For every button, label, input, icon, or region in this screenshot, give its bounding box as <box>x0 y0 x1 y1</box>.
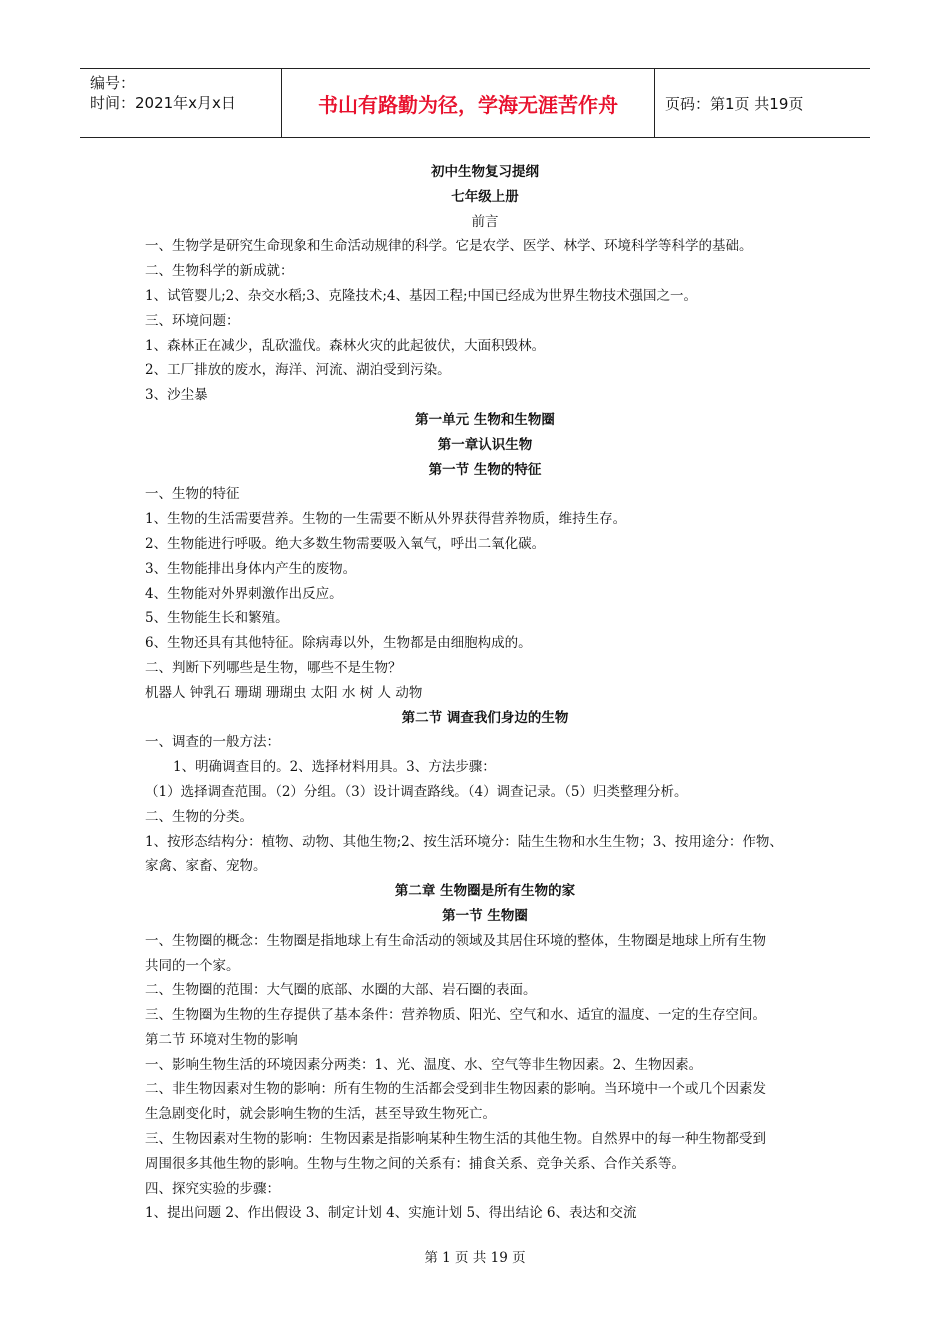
text-line: 前言 <box>471 213 499 230</box>
text-line: 1、按形态结构分：植物、动物、其他生物;2、按生活环境分：陆生生物和水生生物；3、按用途分：作物、 <box>145 833 783 850</box>
text-line: 三、生物因素对生物的影响：生物因素是指影响某种生物生活的其他生物。自然界中的每一种生物都受到 <box>145 1131 766 1148</box>
text-line: 1、明确调查目的。2、选择材料用具。3、方法步骤： <box>173 759 496 776</box>
section-heading: 第二章 生物圈是所有生物的家 <box>394 883 576 900</box>
header-page-cell <box>655 69 870 137</box>
document-body <box>145 160 825 1226</box>
text-line: 1、试管婴儿;2、杂交水稻;3、克隆技术;4、基因工程;中国已经成为世界生物技术强国之一。 <box>145 287 698 304</box>
text-line: 1、提出问题 2、作出假设 3、制定计划 4、实施计划 5、得出结论 6、表达和交流 <box>145 1205 637 1222</box>
text-line: 周围很多其他生物的影响。生物与生物之间的关系有：捕食关系、竞争关系、合作关系等。 <box>145 1155 685 1172</box>
section-heading: 第一节 生物圈 <box>442 907 528 924</box>
text-line: 1、生物的生活需要营养。生物的一生需要不断从外界获得营养物质，维持生存。 <box>145 511 627 528</box>
text-line: 三、环境问题： <box>145 312 240 329</box>
text-line: 二、生物的分类。 <box>145 808 253 825</box>
text-line: 三、生物圈为生物的生存提供了基本条件：营养物质、阳光、空气和水、适宜的温度、一定的生存空间。 <box>145 1007 766 1024</box>
text-line: 生急剧变化时，就会影响生物的生活，甚至导致生物死亡。 <box>145 1106 496 1123</box>
text-line: 一、生物学是研究生命现象和生命活动规律的科学。它是农学、医学、林学、环境科学等科学的基础。 <box>145 238 753 255</box>
text-line: 机器人 钟乳石 珊瑚 珊瑚虫 太阳 水 树 人 动物 <box>145 684 423 701</box>
header-motto-cell <box>282 69 655 137</box>
page-footer: 第 1 页 共 19 页 <box>424 1250 526 1266</box>
section-heading: 初中生物复习提纲 <box>431 164 539 180</box>
section-heading: 七年级上册 <box>451 188 519 205</box>
section-heading: 第一节 生物的特征 <box>428 461 542 478</box>
text-line: 6、生物还具有其他特征。除病毒以外，生物都是由细胞构成的。 <box>145 635 532 652</box>
text-line: 第二节 环境对生物的影响 <box>145 1031 298 1048</box>
text-line: 四、探究实验的步骤： <box>145 1180 280 1197</box>
document-number-label: 编号： <box>90 74 136 92</box>
section-heading: 第二节 调查我们身边的生物 <box>401 709 569 726</box>
document-header <box>80 68 870 138</box>
header-meta-cell <box>80 69 282 137</box>
section-heading: 第一单元 生物和生物圈 <box>415 411 555 428</box>
text-line: 家禽、家畜、宠物。 <box>145 858 267 875</box>
text-line: 一、影响生物生活的环境因素分两类：1、光、温度、水、空气等非生物因素。2、生物因素。 <box>145 1056 703 1073</box>
motto-text: 书山有路勤为径，学海无涯苦作舟 <box>318 92 618 117</box>
text-line: 3、生物能排出身体内产生的废物。 <box>145 560 357 577</box>
page-info: 页码：第1页 共19页 <box>665 94 804 113</box>
text-line: 2、工厂排放的废水，海洋、河流、湖泊受到污染。 <box>145 362 451 379</box>
text-line: 5、生物能生长和繁殖。 <box>145 610 289 627</box>
text-line: 一、调查的一般方法： <box>145 734 280 751</box>
text-line: 共同的一个家。 <box>145 957 240 974</box>
text-line: 3、沙尘暴 <box>145 387 208 404</box>
text-line: 二、生物圈的范围：大气圈的底部、水圈的大部、岩石圈的表面。 <box>145 982 537 999</box>
text-line: 4、生物能对外界刺激作出反应。 <box>145 585 343 602</box>
text-line: 1、森林正在减少，乱砍滥伐。森林火灾的此起彼伏，大面积毁林。 <box>145 337 546 354</box>
text-line: 2、生物能进行呼吸。绝大多数生物需要吸入氧气，呼出二氧化碳。 <box>145 535 546 552</box>
text-line: 二、非生物因素对生物的影响：所有生物的生活都会受到非生物因素的影响。当环境中一个或几个因素发 <box>145 1081 766 1098</box>
text-line: 一、生物圈的概念：生物圈是指地球上有生命活动的领域及其居住环境的整体，生物圈是地球上所有生物 <box>145 932 766 949</box>
document-date: 时间：2021年x月x日 <box>90 94 236 112</box>
section-heading: 第一章认识生物 <box>437 436 533 453</box>
text-line: 一、生物的特征 <box>145 486 240 503</box>
text-line: 二、生物科学的新成就： <box>145 263 294 280</box>
text-line: （1）选择调查范围。（2）分组。（3）设计调查路线。（4）调查记录。（5）归类整理分析。 <box>145 783 688 800</box>
text-line: 二、判断下列哪些是生物，哪些不是生物？ <box>145 659 402 676</box>
